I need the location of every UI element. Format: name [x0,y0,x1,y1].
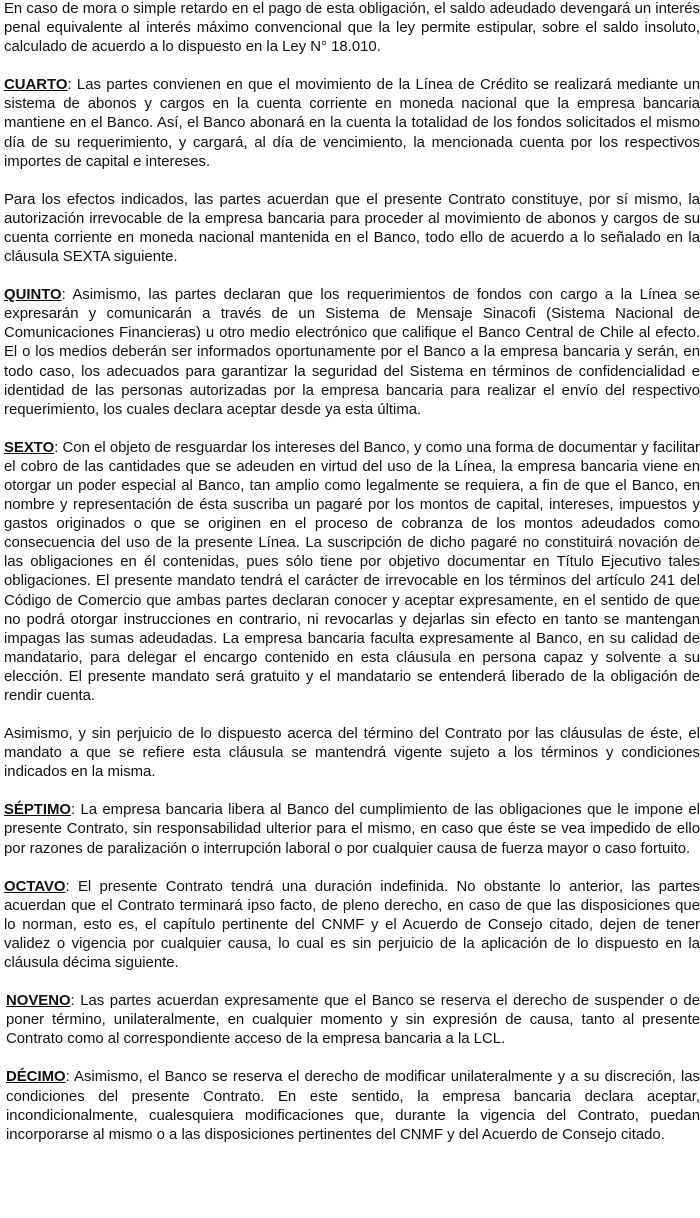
clause-heading: OCTAVO [4,878,66,895]
clause-text: : Las partes convienen en que el movimiento de la Línea de Crédito se realizará mediante un sistema de abonos y cargos en la cuenta corriente en moneda nacional que la empresa bancaria mantiene en el Banco. Así, el Banco abonará en la cuenta la totalidad de los fondos solicitados el mismo día de su requerimiento, y cargará, al día de vencimiento, la mencionada cuenta por los respectivos importes de capital e intereses. [4,77,700,170]
clause-text: : El presente Contrato tendrá una duración indefinida. No obstante lo anterior, las partes acuerdan que el Contrato terminará ipso facto, de pleno derecho, en caso de que las disposiciones que lo norman, esto es, el capítulo pertinente del CNMF y el Acuerdo de Consejo citado, dejen de tener validez o vigencia por cualquier causa, lo cual es sin perjuicio de la aplicación de lo dispuesto en la cláusula décima siguiente. [4,878,700,972]
clause-text: : Asimismo, el Banco se reserva el derecho de modificar unilateralmente y a su discreción, las condiciones del presente Contrato. En este sentido, la empresa bancaria declara aceptar, incondicionalmente, cualesquiera modificaciones que, durante la vigencia del Contrato, puedan incorporarse al mismo o a las disposiciones pertinentes del CNMF y del Acuerdo de Consejo citado. [6,1069,700,1143]
clause-heading: CUARTO [4,77,68,94]
clause-sexto [4,439,700,706]
clause-heading: SÉPTIMO [4,802,72,819]
paragraph-efectos [4,191,700,267]
clause-noveno [4,992,700,1049]
paragraph-text: Para los efectos indicados, las partes acuerdan que el presente Contrato constituye, por sí mismo, la autorización irrevocable de la empresa bancaria para proceder al movimiento de abonos y cargos de su cuenta corriente en moneda nacional mantenida en el Banco, todo ello de acuerdo a lo señalado en la cláusula SEXTA siguiente. [4,191,700,266]
clause-text: : Las partes acuerdan expresamente que el Banco se reserva el derecho de suspender o de poner término, unilateralmente, en cualquier momento y sin expresión de causa, tanto al presente Contrato como al correspondiente acceso de la empresa bancaria a la LCL. [6,993,700,1048]
clause-decimo [4,1068,700,1144]
paragraph-text: Asimismo, y sin perjuicio de lo dispuesto acerca del término del Contrato por las cláusulas de éste, el mandato a que se refiere esta cláusula se mantendrá vigente sujeto a los términos y condiciones indicados en la misma. [4,726,700,781]
clause-heading: DÉCIMO [6,1069,66,1086]
clause-septimo [4,801,700,858]
clause-heading: QUINTO [4,287,62,304]
clause-heading: NOVENO [6,993,71,1010]
clause-text: : La empresa bancaria libera al Banco del cumplimiento de las obligaciones que le impone el presente Contrato, sin responsabilidad ulterior para el mismo, en caso que éste se vea impedido de ello por razones de paralización o interrupción laboral o por cualquier causa de fuerza mayor o caso fortuito. [4,802,700,857]
clause-quinto [4,286,700,420]
clause-text: : Con el objeto de resguardar los intereses del Banco, y como una forma de documentar y facilitar el cobro de las cantidades que se adeuden en virtud del uso de la Línea, la empresa bancaria viene en otorgar un poder especial al Banco, tan amplio como legalmente se requiera, a fin de que el Banco, en nombre y representación de ésta suscriba un pagaré por los montos de capital, intereses, impuestos y gastos originados o que se originen en el proceso de cobranza de los montos adeudados como consecuencia del uso de la presente Línea. La suscripción de dicho pagaré no constituirá novación de las obligaciones en él contenidas, pues sólo tiene por objetivo documentar en Título Ejecutivo tales obligaciones. El presente mandato tendrá el carácter de irrevocable en los términos del artículo 241 del Código de Comercio que ambas partes declaran conocer y aceptar expresamente, en el sentido de que no podrá otorgar instrucciones en contrario, ni revocarlas y dejarlas sin efecto en tanto se mantengan impagas las sumas adeudadas. La empresa bancaria faculta expresamente al Banco, en su calidad de mandatario, para delegar el encargo contenido en esta cláusula en persona capaz y solvente a su elección. El presente mandato será gratuito y el mandatario se entenderá liberado de la obligación de rendir cuenta. [4,439,700,704]
paragraph-mora [4,0,700,57]
paragraph-asimismo [4,725,700,782]
clause-heading: SEXTO [4,439,55,456]
clause-text: : Asimismo, las partes declaran que los requerimientos de fondos con cargo a la Línea se expresarán y comunicarán a través de un Sistema de Mensaje Sinacofi (Sistema Nacional de Comunicaciones Financieras) u otro medio electrónico que califique el Banco Central de Chile al efecto. El o los medios deberán ser informados oportunamente por el Banco a la empresa bancaria y serán, en todo caso, los adecuados para garantizar la seguridad del Sistema en términos de confidencialidad e identidad de las personas autorizadas por la empresa bancaria para realizar el envío del respectivo requerimiento, los cuales declara aceptar desde ya esta última. [4,287,700,418]
clause-octavo [4,878,700,973]
clause-cuarto [4,76,700,171]
paragraph-text: En caso de mora o simple retardo en el pago de esta obligación, el saldo adeudado devengará un interés penal equivalente al interés máximo convencional que la ley permite estipular, sobre el saldo insoluto, calculado de acuerdo a lo dispuesto en la Ley N° 18.010. [4,1,700,56]
